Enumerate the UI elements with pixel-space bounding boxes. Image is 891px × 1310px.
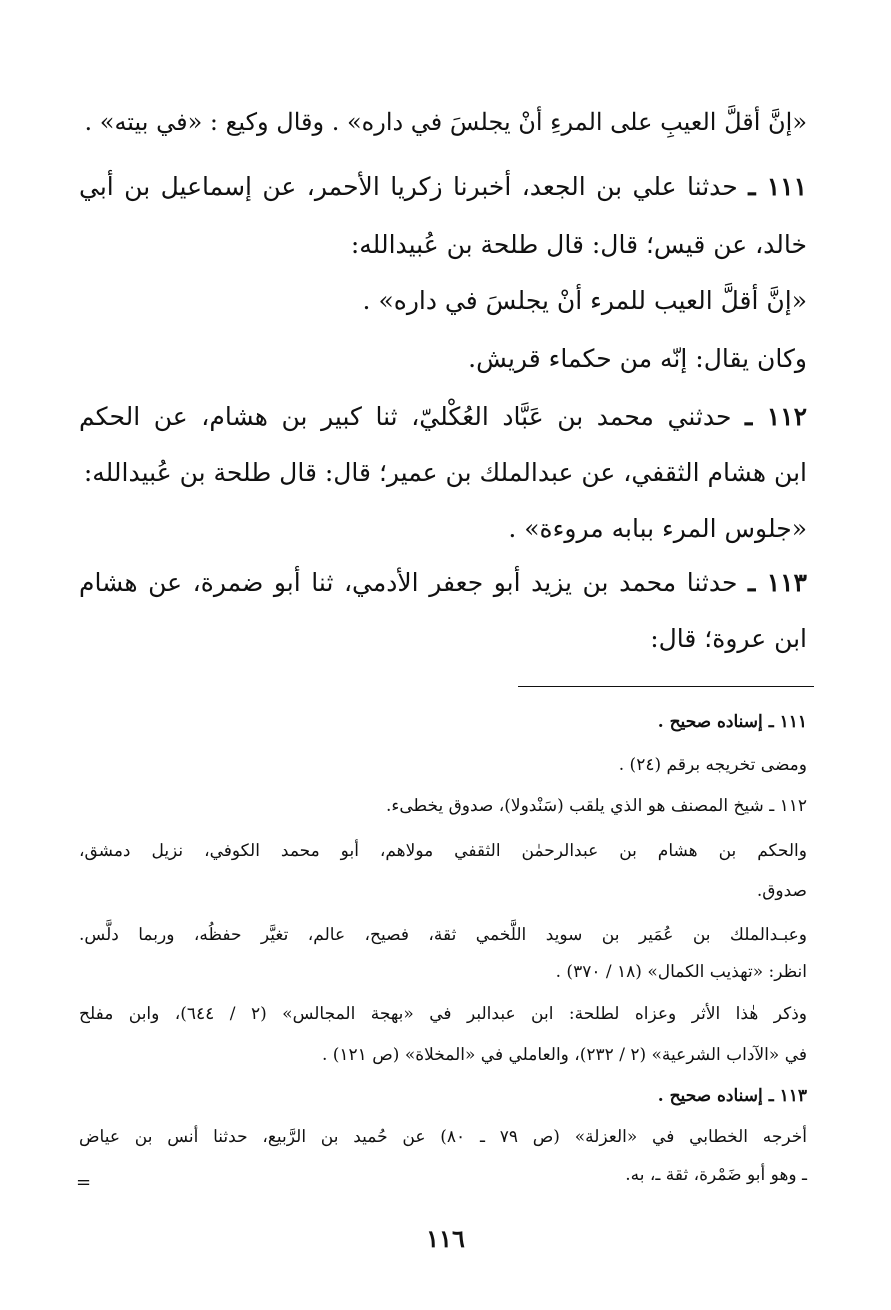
hadith-112-number: ١١٢ ـ xyxy=(745,402,808,431)
footnote-113-line-1: أخرجه الخطابي في «العزلة» (ص ٧٩ ـ ٨٠) عن حُميد بن الرَّبيع، حدثنا أنس بن عياض xyxy=(79,1127,808,1147)
footnote-112-line-2: صدوق. xyxy=(756,881,807,901)
hadith-112-line-2: ابن هشام الثقفي، عن عبدالملك بن عمير؛ قال: قال طلحة بن عُبيدالله: xyxy=(83,458,807,487)
hadith-111-quote: «إنَّ أقلَّ العيب للمرء أنْ يجلسَ في داره» . xyxy=(362,286,807,315)
footnote-112-line-3: وعبـدالملك بن عُمَير بن سويد اللَّخمي ثقة، فصيح، عالم، تغيَّر حفظُه، وربما دلَّس. xyxy=(79,925,807,945)
continuation-mark: = xyxy=(76,1172,92,1193)
hadith-112-line-1 xyxy=(79,402,807,431)
hadith-111-number: ١١١ ـ xyxy=(748,172,808,201)
footnote-113-title: ١١٣ ـ إسناده صحيح . xyxy=(657,1086,807,1106)
footnote-111-title: ١١١ ـ إسناده صحيح . xyxy=(657,712,807,732)
footnote-112-line-4: انظر: «تهذيب الكمال» (١٨ / ٣٧٠) . xyxy=(555,962,807,982)
footnote-112-line-6: في «الآداب الشرعية» (٢ / ٢٣٢)، والعاملي في «المخلاة» (ص ١٢١) . xyxy=(321,1045,807,1065)
hadith-113-text-1: حدثنا محمد بن يزيد أبو جعفر الأدمي، ثنا أبو ضمرة، عن هشام xyxy=(79,568,738,597)
footnote-112-title: ١١٢ ـ شيخ المصنف هو الذي يلقب (سَنْدولا)، صدوق يخطىء. xyxy=(385,796,807,816)
hadith-113-number: ١١٣ ـ xyxy=(748,568,807,597)
opening-line: «إنَّ أقلَّ العيبِ على المرءِ أنْ يجلسَ في داره» . وقال وكيع : «في بيته» . xyxy=(84,108,807,136)
hadith-112-quote: «جلوس المرء ببابه مروءة» . xyxy=(508,514,807,543)
footnote-113-line-2: ـ وهو أبو ضَمْرة، ثقة ـ، به. xyxy=(625,1165,807,1185)
hadith-111-line-2: خالد، عن قيس؛ قال: قال طلحة بن عُبيدالله: xyxy=(350,230,807,259)
footnote-111-text: ومضى تخريجه برقم (٢٤) . xyxy=(618,755,807,775)
hadith-112-text-1: حدثني محمد بن عَبَّاد العُكْليّ، ثنا كبير بن هشام، عن الحكم xyxy=(79,402,732,431)
hadith-113-line-2: ابن عروة؛ قال: xyxy=(650,624,807,653)
hadith-113-line-1 xyxy=(79,568,807,597)
footnote-separator xyxy=(518,686,814,687)
footnote-112-line-1: والحكم بن هشام بن عبدالرحمٰن الثقفي مولاهم، أبو محمد الكوفي، نزيل دمشق، xyxy=(79,841,807,861)
footnote-112-line-5: وذكر هٰذا الأثر وعزاه لطلحة: ابن عبدالبر في «بهجة المجالس» (٢ / ٦٤٤)، وابن مفلح xyxy=(79,1004,807,1024)
hadith-111-remark: وكان يقال: إنّه من حكماء قريش. xyxy=(468,344,807,373)
hadith-111-text-1: حدثنا علي بن الجعد، أخبرنا زكريا الأحمر، عن إسماعيل بن أبي xyxy=(79,172,738,201)
hadith-111-line-1 xyxy=(79,172,807,201)
page-number: ١١٦ xyxy=(426,1224,465,1253)
